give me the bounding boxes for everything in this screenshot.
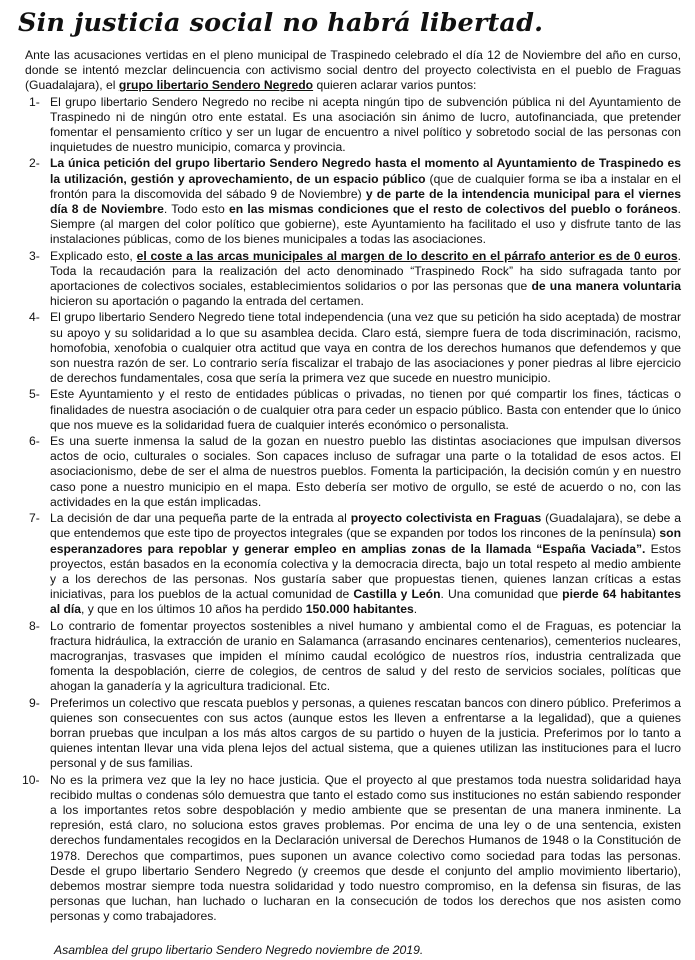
point-2 <box>16 156 681 247</box>
point-text: . Todo esto <box>163 202 229 217</box>
point-7 <box>16 511 681 617</box>
point-number: 5- <box>29 387 40 402</box>
point-number: 1- <box>29 94 40 109</box>
point-text: Es una suerte inmensa la salud de la gozan en nuestro pueblo las distintas asociaciones que impulsan diversos actos de ocio, culturales o sociales. Son capaces incluso de sufragar una parte o la totalidad de esos actos. El asociacionismo, debe de ser el alma de nuestros pueblos. Fomenta la participación, la decisión común y en nuestro caso pone a nuestro municipio en el mapa. Esto debería ser motivo de orgullo, se esté de acuerdo o no, con las actividades en la que están implicadas. <box>50 434 681 509</box>
point-text: Explicado esto, <box>50 248 137 263</box>
point-text: Este Ayuntamiento y el resto de entidades públicas o privadas, no tienen por qué compartir los fines, tácticas o finalidades de nuestra asociación o de cualquier otra para ceder un espacio público. Basta con entender que lo único que nos mueve es la solidaridad fuera de cualquier interés económico o personalista. <box>50 387 681 432</box>
point-6 <box>16 434 681 510</box>
point-bold-text: 150.000 habitantes <box>305 602 414 617</box>
point-number: 10- <box>22 772 40 787</box>
point-number: 4- <box>29 310 40 325</box>
point-text: El grupo libertario Sendero Negredo tiene total independencia (una vez que su petición ha sido aceptada) de mostrar su apoyo y su solidaridad a lo que su asamblea decida. Claro está, siempre fuera de toda discriminación, racismo, homofobia, xenofobia o cualquier otra actitud que vaya en contra de los derechos humanos que defendemos y que son nuestra razón de ser. Lo contrario sería fiscalizar el trabajo de las asociaciones y poner piedras al libre ejercicio de derechos fundamentales, cosa que sería la primera vez que sucede en nuestro municipio. <box>50 310 681 386</box>
point-text: La decisión de dar una pequeña parte de la entrada al <box>50 511 351 526</box>
point-number: 6- <box>29 434 40 449</box>
point-text: hicieron su aportación o pagando la entrada del certamen. <box>50 294 364 309</box>
point-bold-underlined-text: el coste a las arcas municipales al margen de lo descrito en el párrafo anterior es de 0 euros <box>136 248 678 263</box>
document-title: Sin justicia social no habrá libertad. <box>18 8 544 38</box>
signature: Asamblea del grupo libertario Sendero Negredo noviembre de 2019. <box>54 942 424 957</box>
point-text: Lo contrario de fomentar proyectos sostenibles a nivel humano y ambiental como el de Fraguas, es potenciar la fractura hidráulica, la extracción de uranio en Salamanca (arrasando encinares centenarios), cementerios nucleares, macrogranjas, trasvases que impiden el mínimo caudal ecológico de nuestros ríos, industria centralizada que fomenta la despoblación, cierre de colegios, de centros de salud y del resto de servicios sociales, políticas que ahogan la ganadería y la agricultura tradicional. Etc. <box>50 618 681 694</box>
point-text: (Guadalajara), se debe a que entendemos que este tipo de proyectos integrales (que se expanden por todos los rincones de la península) <box>50 511 682 541</box>
point-3 <box>16 249 681 310</box>
point-bold-text: Castilla y León <box>353 587 441 602</box>
point-bold-text: pierde 64 habitantes al día <box>50 587 681 617</box>
point-1 <box>16 95 681 156</box>
intro-paragraph <box>25 48 681 94</box>
point-text: Estos proyectos, están basados en la economía colectiva y la democracia directa, bajo un total respeto al medio ambiente y a los derechos de las personas. Nos gustaría saber que propuestas tienen, quienes lanzan críticas a estas iniciativas, para los pueblos de la actual comunidad de <box>50 541 681 602</box>
points-list <box>16 95 681 925</box>
intro-text-end: quieren aclarar varios puntos: <box>313 78 477 93</box>
group-name: grupo libertario Sendero Negredo <box>118 78 314 93</box>
point-bold-text: son esperanzadores para repoblar y generar empleo en amplias zonas de la llamada “España Vaciada”. <box>50 526 681 556</box>
point-text: . Una comunidad que <box>440 587 563 602</box>
point-text: El grupo libertario Sendero Negredo no recibe ni acepta ningún tipo de subvención pública ni del Ayuntamiento de Traspinedo ni de ningún otro ente estatal. Es una asociación sin ánimo de lucro, autofinanciada, que pretender fomentar el pensamiento crítico y ser un lugar de encuentro a nivel político y sobretodo social de las personas con inquietudes de nuestro municipio, comarca y provincia. <box>50 94 681 155</box>
point-text: . Siempre (al margen del color político que gobierne), este Ayuntamiento ha facilitado el uso y disfrute tanto de las instalaciones públicas, como de los bienes municipales a todas las asociaciones. <box>50 202 681 247</box>
point-number: 3- <box>29 248 40 263</box>
point-9 <box>16 696 681 772</box>
point-text: , y que en los últimos 10 años ha perdido <box>81 602 306 617</box>
point-bold-text: proyecto colectivista en Fraguas <box>350 511 542 526</box>
intro-text: Ante las acusaciones vertidas en el pleno municipal de Traspinedo celebrado el día 12 de Noviembre del año en curso, donde se intentó mezclar delincuencia con activismo social dentro del proyecto colectivista en el pueblo de Fraguas (Guadalajara), el <box>25 48 681 93</box>
point-text: No es la primera vez que la ley no hace justicia. Que el proyecto al que prestamos toda nuestra solidaridad haya recibido multas o condenas sólo demuestra que tanto el estado como sus instituciones no están sabiendo responder a los importantes retos sobre despoblación y medio ambiente que se presentan de una manera inminente. La represión, está claro, no soluciona estos graves problemas. Por encima de una ley o de una sentencia, existen derechos fundamentales recogidos en la Declaración universal de Derechos Humanos de 1948 o la Constitución de 1978. Derechos que compartimos, pues suponen un avance colectivo como sociedad para todas las personas. Desde el grupo libertario Sendero Negredo (y creemos que desde el conjunto del amplio movimiento libertario), debemos mostrar siempre toda nuestra solidaridad y todo nuestro compromiso, en la defensa sin fisuras, de las personas que luchan, han luchado o lucharan en la consecución de todos los derechos que nos asisten como personas y como trabajadores. <box>50 772 681 924</box>
point-bold-text: y de parte de la intendencia municipal para el viernes día 8 de Noviembre <box>50 186 681 217</box>
point-text: (que de cualquier forma se iba a instalar en el frontón para la discomovida del sábado 9 de Noviembre) <box>50 171 681 201</box>
point-8 <box>16 619 681 695</box>
point-text: . <box>413 602 418 617</box>
point-number: 9- <box>29 695 40 710</box>
point-number: 2- <box>29 156 40 171</box>
point-bold-text: en las mismas condiciones que el resto de colectivos del pueblo o foráneos <box>228 202 678 217</box>
point-number: 8- <box>29 618 40 633</box>
point-number: 7- <box>29 511 40 526</box>
point-4 <box>16 310 681 386</box>
point-bold-text: La única petición del grupo libertario Sendero Negredo hasta el momento al Ayuntamiento de Traspinedo es la utilización, gestión y aprovechamiento, de un espacio público <box>50 156 681 186</box>
point-text: Preferimos un colectivo que rescata pueblos y personas, a quienes rescatan bancos con dinero público. Preferimos a quienes son consecuentes con sus actos (aunque estos les lleven a enfrentarse a la legalidad), que a quienes borran pruebas que inculpan a los más altos cargos de su partido o huyen de la justicia. Preferimos por lo tanto a quienes intentan llevar una vida plena lejos del actual sistema, que a quienes utilizan las instituciones para el lucro personal y de sus familias. <box>50 695 681 771</box>
point-5 <box>16 387 681 433</box>
document-body <box>16 48 681 958</box>
point-10 <box>16 773 681 925</box>
point-bold-text: de una manera voluntaria <box>531 279 681 294</box>
point-text: . Toda la recaudación para la realización del acto denominado “Traspinedo Rock” ha sido sufragada tanto por aportaciones de colectivos sociales, establecimientos solidarios o por las personas que <box>50 248 681 294</box>
